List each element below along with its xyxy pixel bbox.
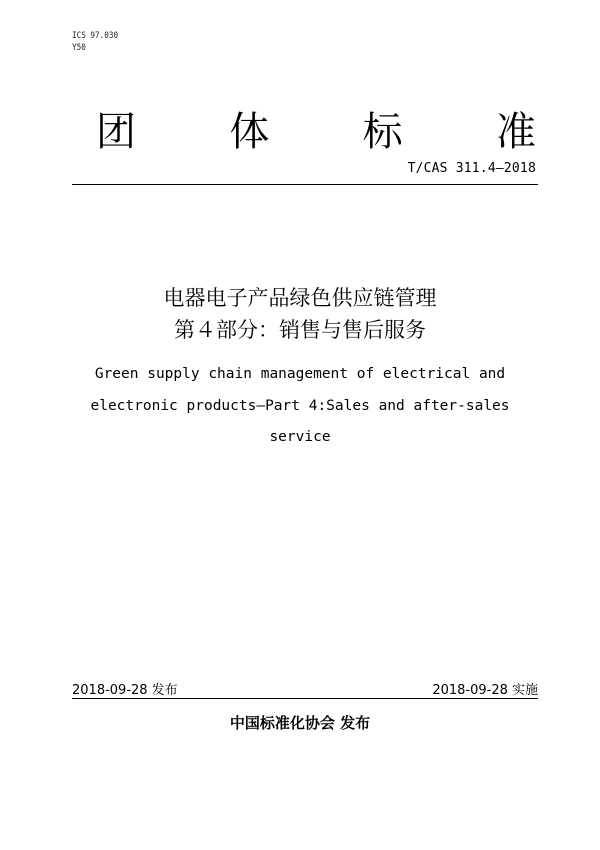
top-divider [72,184,538,185]
standard-number: T/CAS 311.4—2018 [407,161,536,176]
english-title-line-3: service [269,429,331,445]
english-title-line-2: electronic products—Part 4:Sales and after-sales [90,398,510,414]
ics-code: ICS 97.030 [72,31,119,41]
chinese-title-line-1: 电器电子产品绿色供应链管理 [163,286,437,310]
title-char-2: 体 [229,108,270,155]
title-char-4: 准 [495,108,536,155]
ccs-code: Y50 [72,43,86,53]
release-date: 2018-09-28 发布 [72,683,178,698]
chinese-title-line-2: 第４部分：销售与售后服务 [174,318,426,342]
classification-codes [72,30,118,54]
english-title-line-1: Green supply chain management of electrical and [94,366,506,382]
bottom-divider [72,698,538,699]
title-char-1: 团 [96,108,136,155]
publisher: 中国标准化协会 发布 [229,714,371,732]
title-char-3: 标 [362,108,403,155]
implementation-date: 2018-09-28 实施 [432,683,538,698]
document-type-title [96,96,536,160]
